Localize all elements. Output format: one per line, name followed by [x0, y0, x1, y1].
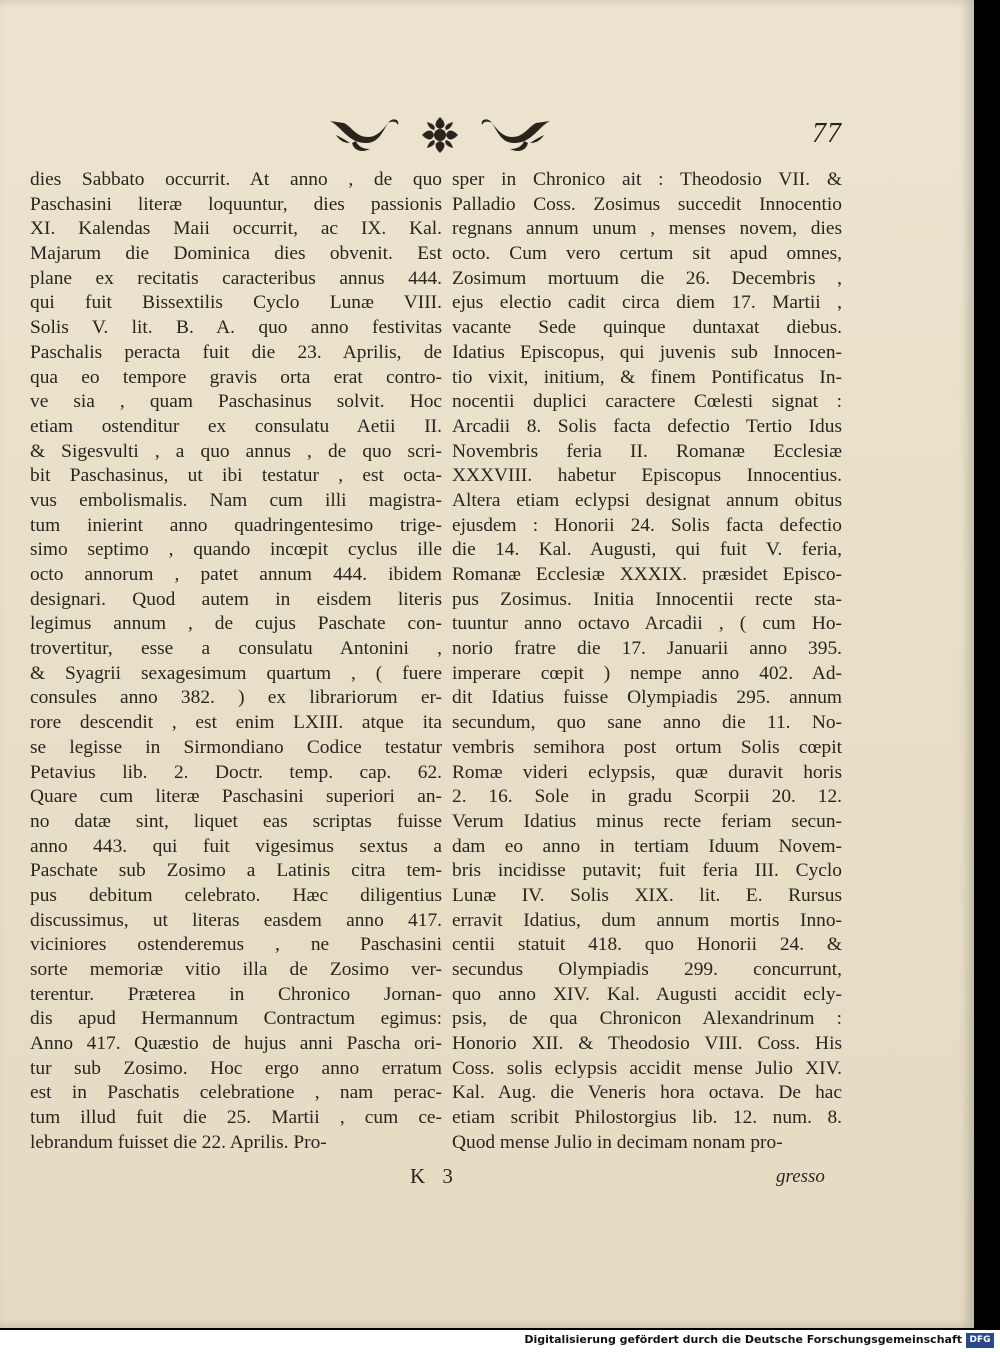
text-line: octo annorum , patet annum 444. ibidem	[30, 564, 442, 585]
text-line: pus Zosimus. Initia Innocentii recte sta-	[452, 588, 842, 610]
page-number: 77	[812, 118, 842, 149]
text-line: ejus electio cadit circa diem 17. Martii ,	[452, 292, 842, 314]
text-line: Idatius Episcopus, qui juvenis sub Innocen-	[452, 341, 842, 363]
text-line: Quare cum literæ Paschasini superiori an-	[30, 786, 442, 808]
text-line: sorte memoriæ vitio illa de Zosimo ver-	[30, 959, 442, 980]
dfg-logo-icon[interactable]: DFG	[966, 1333, 994, 1348]
text-line: designari. Quod autem in eisdem literis	[30, 588, 442, 610]
text-line: vacante Sede quinque duntaxat diebus.	[452, 317, 842, 339]
text-line: tuuntur anno octavo Arcadii , ( cum Ho-	[452, 613, 842, 635]
text-line: bris incidisse putavit; fuit feria III. Cyclo	[452, 860, 842, 882]
text-line: tum illud fuit die 25. Martii , cum ce-	[30, 1107, 442, 1129]
fleuron-ornament-icon	[322, 113, 558, 157]
text-line: Verum Idatius minus recte feriam secun-	[452, 810, 842, 832]
text-line: Paschalis peracta fuit die 23. Aprilis, de	[30, 341, 442, 363]
text-line: lebrandum fuisset die 22. Aprilis. Pro-	[30, 1131, 327, 1153]
text-line: nocentii duplici caractere Cœlesti signat :	[452, 391, 842, 413]
text-line: ve sia , quam Paschasinus solvit. Hoc	[30, 391, 442, 413]
text-line: qua eo tempore gravis orta erat contro-	[30, 366, 442, 388]
text-line: legimus annum , de cujus Paschate con-	[30, 613, 442, 635]
text-line: norio fratre die 17. Januarii anno 395.	[452, 638, 842, 660]
text-line: XXXVIII. habetur Episcopus Innocentius.	[452, 465, 842, 487]
text-line: Romanæ Ecclesiæ XXXIX. præsidet Episco-	[452, 564, 842, 585]
digitization-footer	[0, 1330, 1000, 1352]
text-line: tio vixit, initium, & finem Pontificatus In-	[452, 366, 842, 388]
text-line: dis apud Hermannum Contractum egimus:	[30, 1008, 442, 1030]
text-line: Altera etiam eclypsi designat annum obitus	[452, 489, 842, 511]
signature-mark: K 3	[410, 1164, 459, 1188]
text-line: Kal. Aug. die Veneris hora octava. De hac	[452, 1082, 842, 1104]
text-line: dam eo anno in tertiam Iduum Novem-	[452, 835, 842, 857]
text-line: Honorio XII. & Theodosio VIII. Coss. His	[452, 1033, 842, 1055]
text-line: quo anno XIV. Kal. Augusti accidit ecly-	[452, 983, 842, 1005]
text-line: sper in Chronico ait : Theodosio VII. &	[452, 169, 842, 190]
text-line: Arcadii 8. Solis facta defectio Tertio Idus	[452, 415, 842, 437]
text-line: & Sigesvulti , a quo annus , de quo scri-	[30, 440, 442, 462]
text-line: ejusdem : Honorii 24. Solis facta defectio	[452, 514, 842, 536]
text-line: Lunæ IV. Solis XIX. lit. E. Rursus	[452, 884, 842, 906]
catchword: gresso	[776, 1166, 825, 1187]
text-line: vus embolismalis. Nam cum illi magistra-	[30, 489, 442, 511]
text-line: octo. Cum vero certum sit apud omnes,	[452, 243, 842, 265]
text-line: qui fuit Bissextilis Cyclo Lunæ VIII.	[30, 292, 442, 314]
text-line: trovertitur, esse a consulatu Antonini ,	[30, 638, 442, 660]
text-line: Paschasini literæ loquuntur, dies passionis	[30, 193, 442, 215]
text-line: Anno 417. Quæstio de hujus anni Pascha ori-	[30, 1033, 442, 1055]
text-line: anno 443. qui fuit vigesimus sextus a	[30, 835, 442, 857]
text-line: consules anno 382. ) ex librariorum er-	[30, 687, 442, 709]
text-line: viciniores ostenderemus , ne Paschasini	[30, 934, 442, 956]
text-line: no datæ sint, liquet eas scriptas fuisse	[30, 810, 442, 832]
text-line: Palladio Coss. Zosimus succedit Innocentio	[452, 193, 842, 215]
text-line: & Syagrii sexagesimum quartum , ( fuere	[30, 662, 442, 684]
text-line: discussimus, ut literas easdem anno 417.	[30, 909, 442, 931]
text-line: Majarum die Dominica dies obvenit. Est	[30, 243, 442, 265]
text-line: centii statuit 418. quo Honorii 24. &	[452, 934, 842, 956]
text-line: etiam scribit Philostorgius lib. 12. num. 8.	[452, 1107, 842, 1129]
text-line: erravit Idatius, dum annum mortis Inno-	[452, 909, 842, 931]
text-line: etiam ostenditur ex consulatu Aetii II.	[30, 415, 442, 437]
text-line: 2. 16. Sole in gradu Scorpii 20. 12.	[452, 786, 842, 808]
text-line: se legisse in Sirmondiano Codice testatur	[30, 736, 442, 758]
text-line: die 14. Kal. Augusti, qui fuit V. feria,	[452, 539, 842, 561]
text-line: psis, de qua Chronicon Alexandrinum :	[452, 1008, 842, 1030]
funding-notice: Digitalisierung gefördert durch die Deutsche Forschungsgemeinschaft	[524, 1333, 962, 1346]
text-line: secundum, quo sane anno die 11. No-	[452, 712, 842, 734]
text-line: Coss. solis eclypsis accidit mense Julio XIV.	[452, 1057, 842, 1079]
text-line: rore descendit , est enim LXIII. atque ita	[30, 712, 442, 734]
text-line: XI. Kalendas Maii occurrit, ac IX. Kal.	[30, 218, 442, 240]
text-line: pus debitum celebrato. Hæc diligentius	[30, 884, 442, 906]
text-line: Romæ videri eclypsis, quæ duravit horis	[452, 761, 842, 783]
text-line: imperare cœpit ) nempe anno 402. Ad-	[452, 662, 842, 684]
text-line: plane ex recitatis caracteribus annus 444.	[30, 267, 442, 289]
text-line: dit Idatius fuisse Olympiadis 295. annum	[452, 687, 842, 709]
left-text-column	[30, 168, 442, 1156]
text-line: Solis V. lit. B. A. quo anno festivitas	[30, 317, 442, 339]
text-line: secundus Olympiadis 299. concurrunt,	[452, 959, 842, 980]
text-line: bit Paschasinus, ut ibi testatur , est octa-	[30, 465, 442, 487]
text-line: Zosimum mortuum die 26. Decembris ,	[452, 267, 842, 289]
text-line: dies Sabbato occurrit. At anno , de quo	[30, 169, 442, 190]
text-line: Quod mense Julio in decimam nonam pro-	[452, 1131, 783, 1153]
text-line: regnans annum unum , menses novem, dies	[452, 218, 842, 240]
text-line: simo septimo , quando incœpit cyclus ille	[30, 539, 442, 561]
text-line: est in Paschatis celebratione , nam perac-	[30, 1082, 442, 1104]
text-line: vembris semihora post ortum Solis cœpit	[452, 736, 842, 758]
text-line: Paschate sub Zosimo a Latinis citra tem-	[30, 860, 442, 882]
text-line: Petavius lib. 2. Doctr. temp. cap. 62.	[30, 761, 442, 783]
text-line: tur sub Zosimo. Hoc ergo anno erratum	[30, 1057, 442, 1079]
right-text-column	[452, 168, 842, 1156]
text-line: terentur. Præterea in Chronico Jornan-	[30, 983, 442, 1005]
text-line: Novembris feria II. Romanæ Ecclesiæ	[452, 440, 842, 462]
text-line: tum inierint anno quadringentesimo trige-	[30, 514, 442, 536]
